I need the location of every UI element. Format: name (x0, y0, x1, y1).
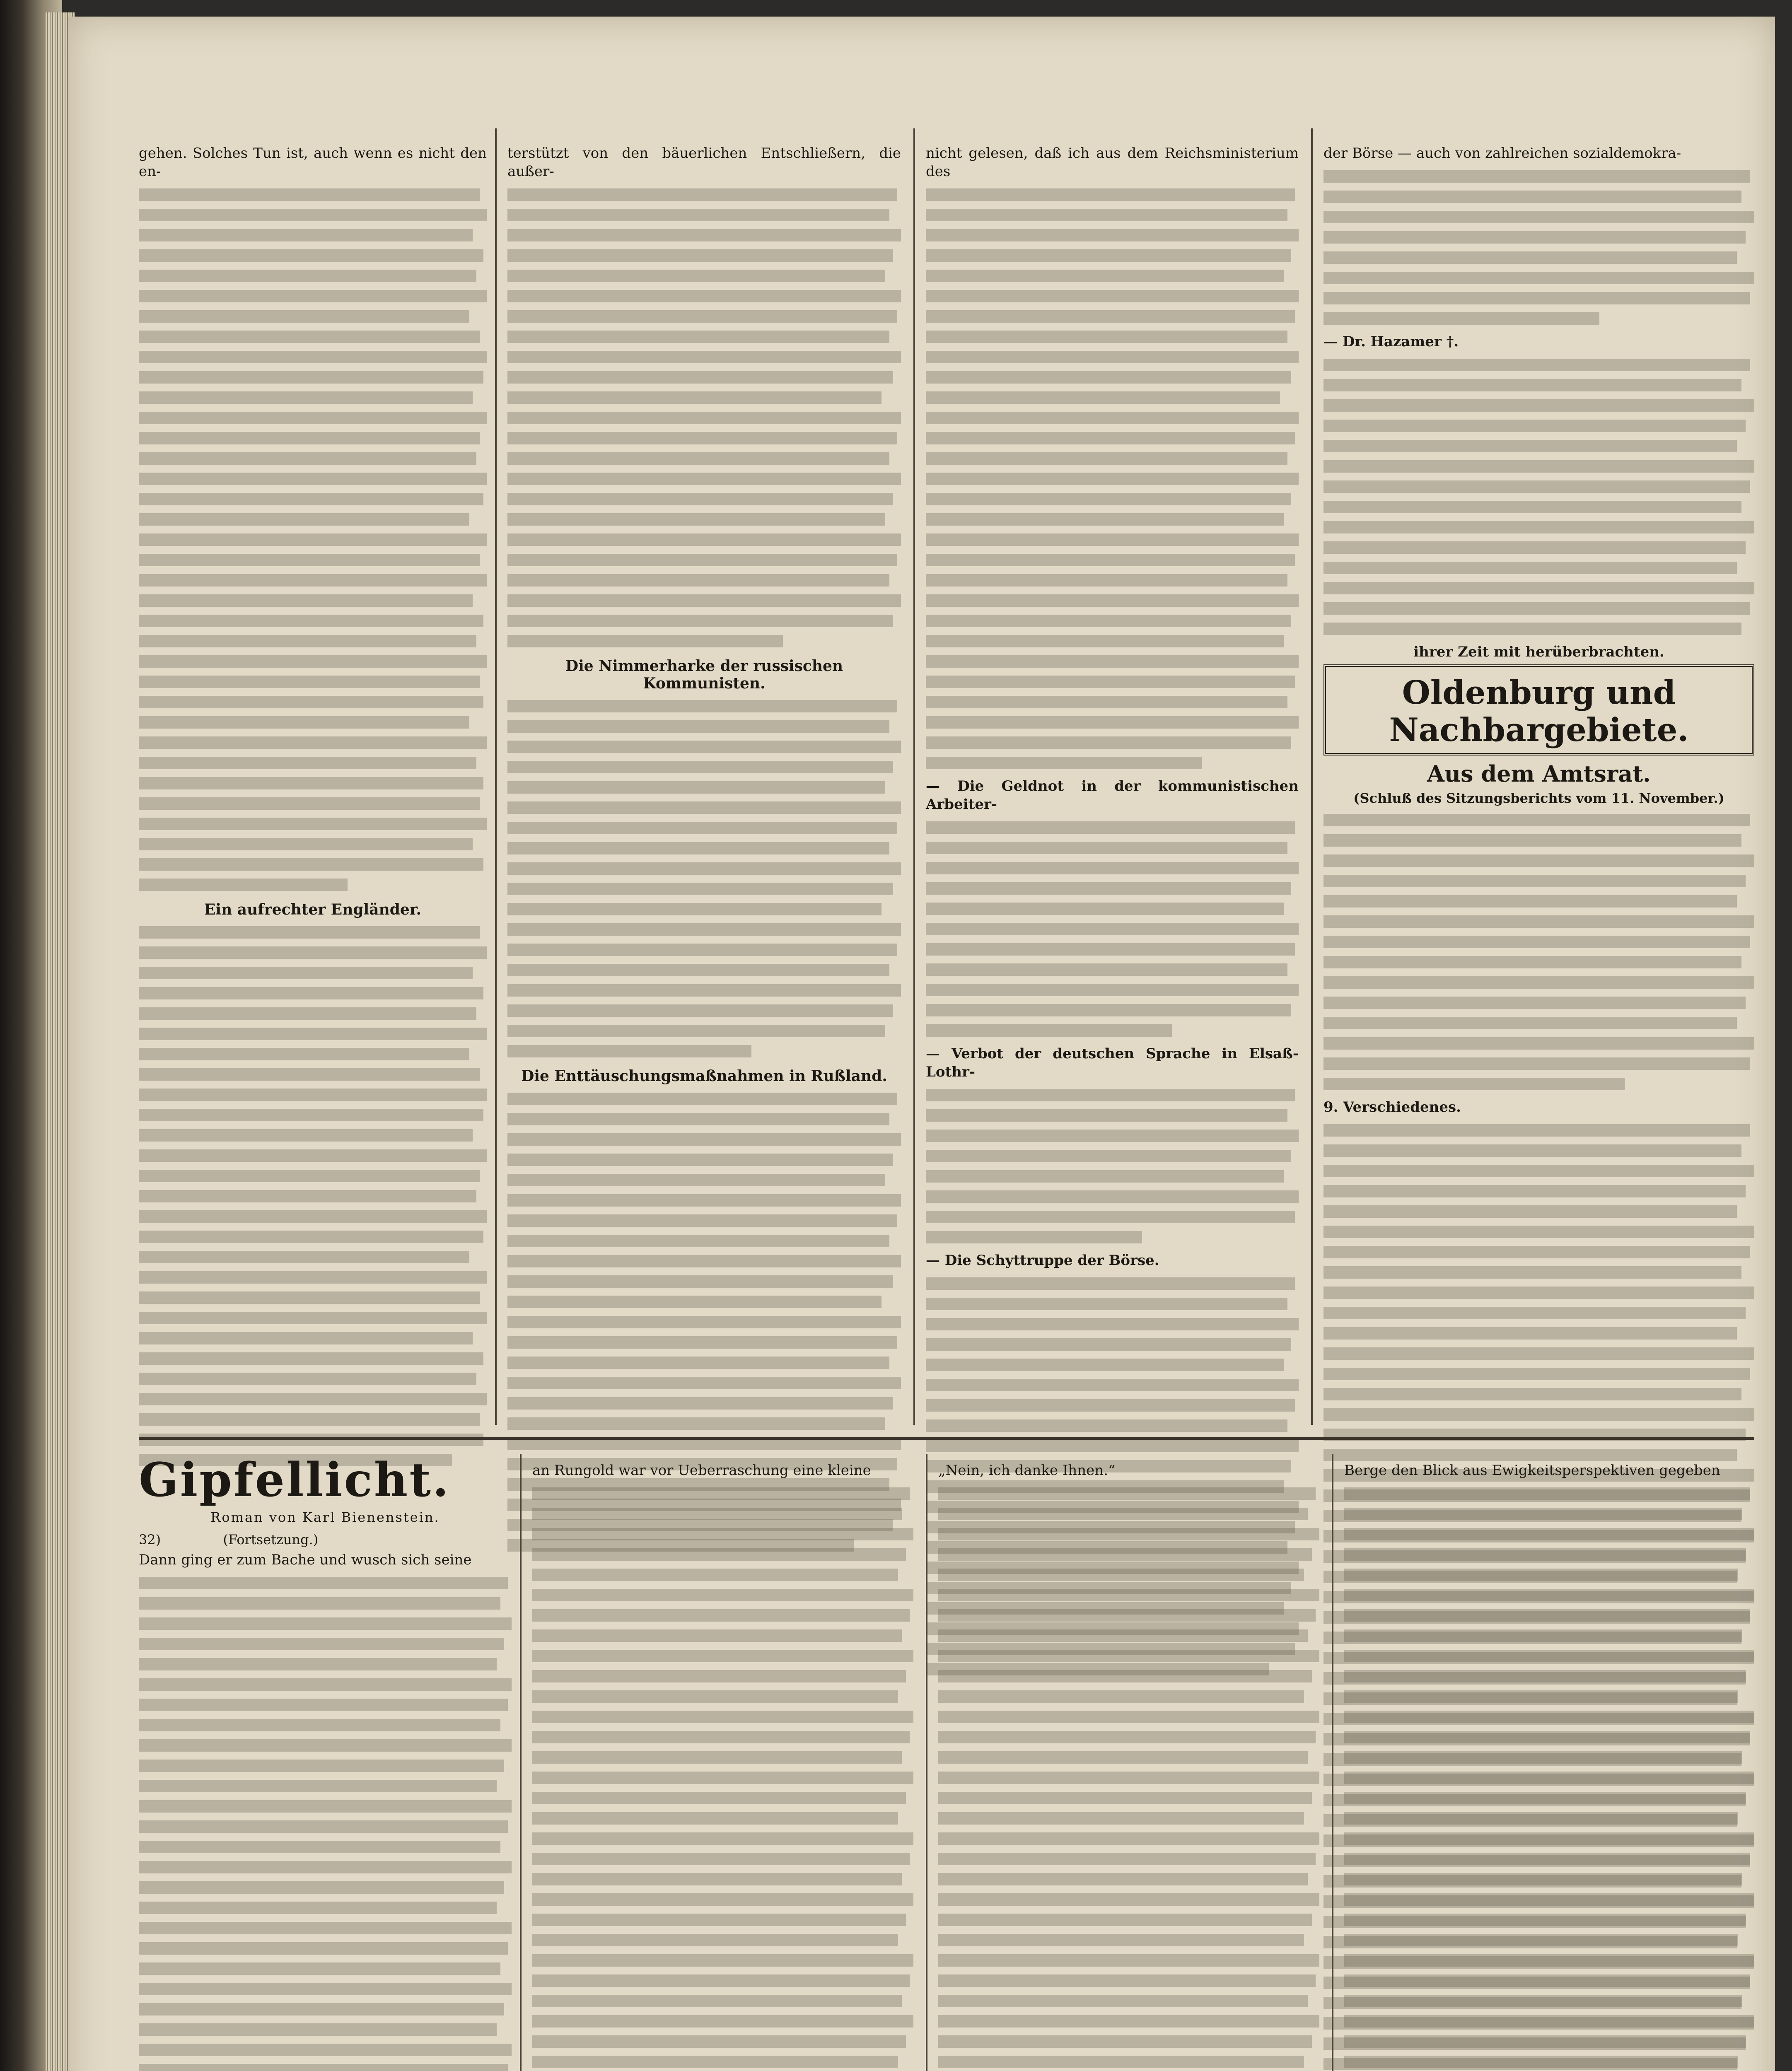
column-rule-5 (926, 1454, 927, 2071)
feuilleton-title: Gipfellicht. (139, 1453, 450, 1507)
column-3-opening-line: nicht gelesen, daß ich aus dem Reichsministerium des (926, 145, 1299, 180)
column-rule-3 (1311, 128, 1313, 1425)
column-rule-2 (913, 128, 915, 1425)
feuilleton-col4-opening: Berge den Blick aus Ewigkeitsperspektiven gegeben (1344, 1462, 1720, 1479)
feuilleton-col2-opening: an Rungold war vor Ueberraschung eine kleine (532, 1462, 871, 1479)
column-rule-6 (1332, 1454, 1333, 2071)
upper-column-3 (926, 141, 1299, 1683)
subhead-hazamer: — Dr. Hazamer †. (1323, 333, 1459, 350)
item-9-heading: 9. Verschiedenes. (1323, 1099, 1461, 1115)
feuilleton-col3-opening: „Nein, ich danke Ihnen.“ (938, 1462, 1116, 1479)
upper-column-2 (507, 141, 901, 1559)
column-2-opening-line: terstützt von den bäuerlichen Entschließern, die außer- (507, 145, 901, 180)
upper-column-1 (139, 141, 487, 1474)
feuilleton-col1-opening: Dann ging er zum Bache und wusch sich seine (139, 1552, 472, 1568)
subhead-schyttruppe: — Die Schyttruppe der Börse. (926, 1252, 1159, 1269)
subhead-enttaeuschung: Die Enttäuschungsmaßnahmen in Rußland. (521, 1067, 887, 1085)
amtsrat-session-note: (Schluß des Sitzungsberichts vom 11. November.) (1353, 790, 1724, 806)
column-rule-4 (520, 1454, 522, 2071)
installment-number: 32) (139, 1532, 161, 1547)
column-4-opening-line: der Börse — auch von zahlreichen sozialdemokra- (1323, 145, 1681, 162)
subhead-geldnot: — Die Geldnot in der kommunistischen Arbeiter- (926, 778, 1299, 813)
feuilleton-byline: Roman von Karl Bienenstein. (210, 1509, 440, 1525)
feuilleton-column-3 (938, 1458, 1319, 2071)
feuilleton-column-1 (139, 1454, 512, 2071)
column-rule-1 (495, 128, 497, 1425)
feuilleton-column-2 (532, 1458, 913, 2071)
subhead-verbot-sprache: — Verbot der deutschen Sprache in Elsaß-Lothr- (926, 1045, 1299, 1080)
section-separator (139, 1437, 1754, 1440)
subhead-nimmerharke: Die Nimmerharke der russischen Kommunisten. (565, 657, 843, 692)
column-4-closing-line: ihrer Zeit mit herüberbrachten. (1413, 644, 1664, 660)
column-1-opening-line: gehen. Solches Tun ist, auch wenn es nicht den en- (139, 145, 487, 180)
newspaper-page (68, 17, 1775, 2071)
feuilleton-column-4 (1344, 1458, 1754, 2071)
oldenburg-section-box (1323, 664, 1754, 756)
section-heading-englaender: Ein aufrechter Engländer. (204, 901, 422, 918)
oldenburg-section-title: Oldenburg und Nachbargebiete. (1389, 674, 1689, 749)
installment-label: (Fortsetzung.) (223, 1532, 319, 1547)
amtsrat-subtitle: Aus dem Amtsrat. (1427, 760, 1651, 787)
